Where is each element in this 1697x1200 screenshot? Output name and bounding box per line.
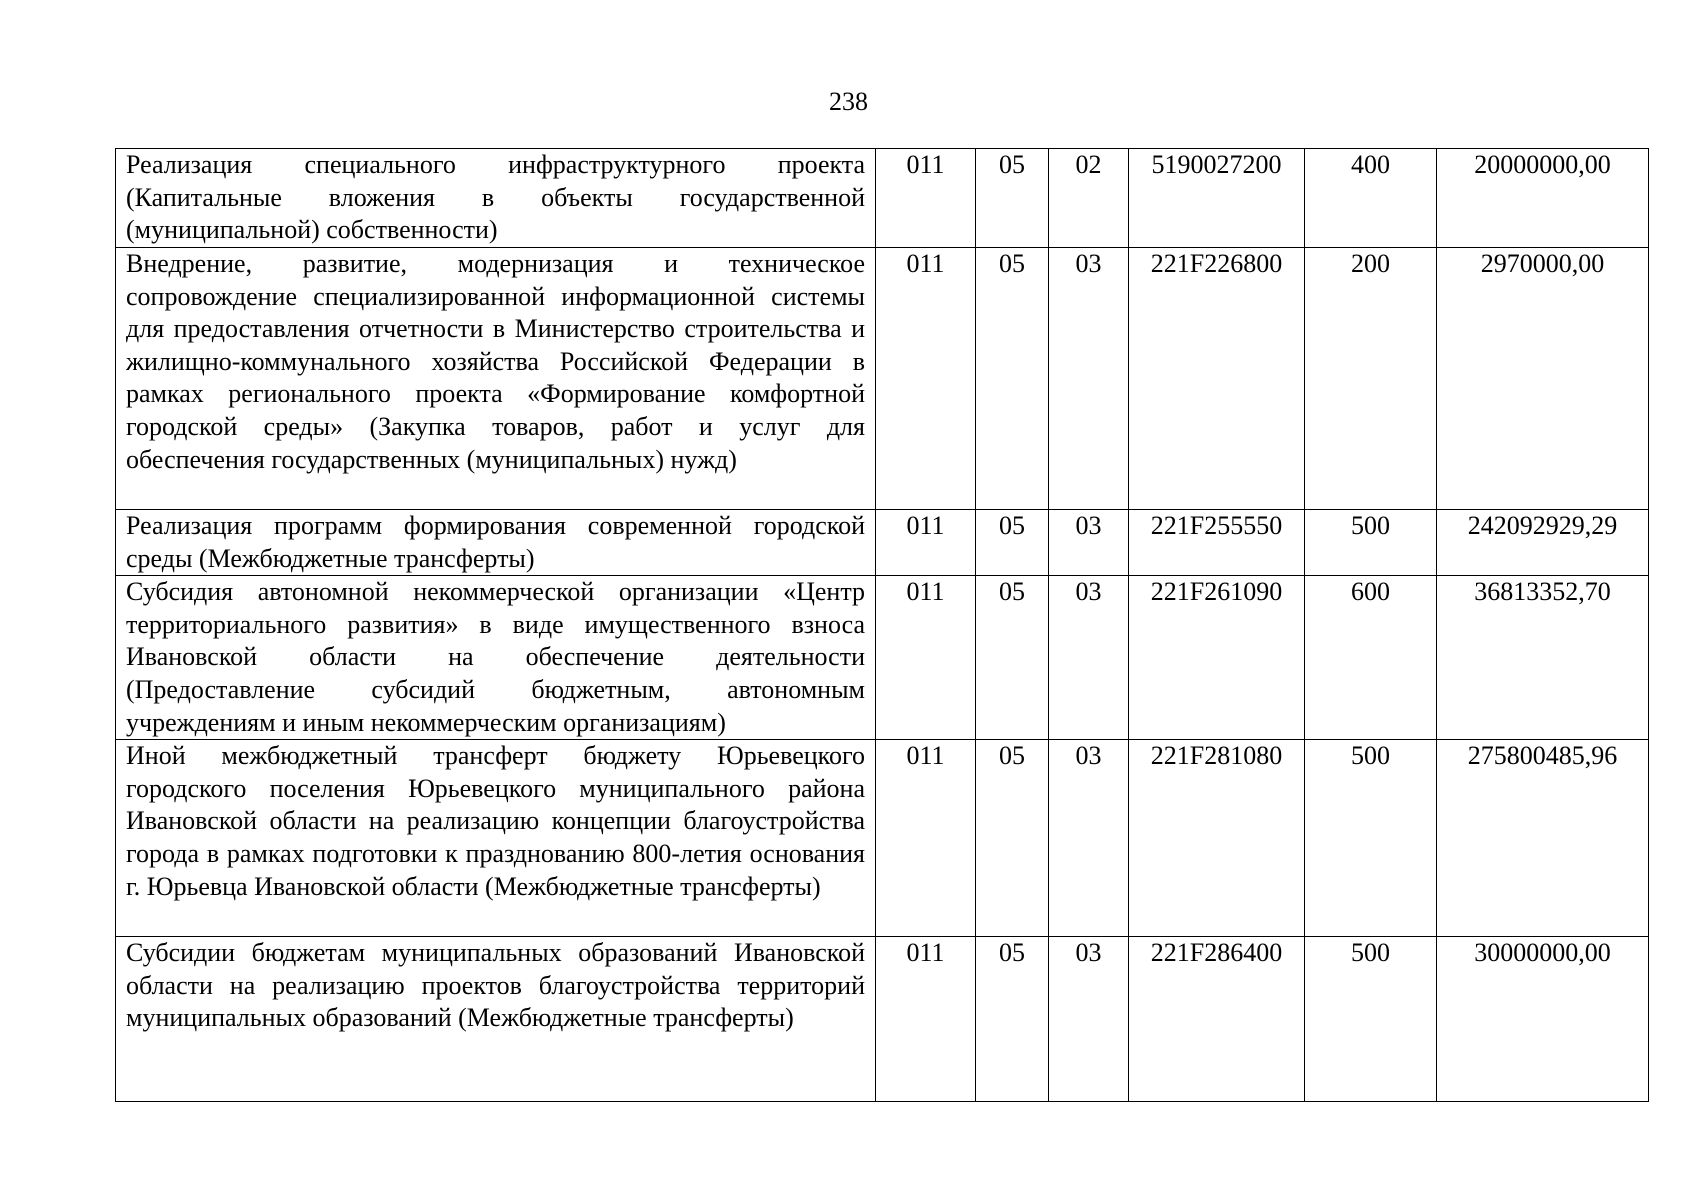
budget-table xyxy=(115,148,1649,1102)
row-description: Иной межбюджетный трансферт бюджету Юрьевецкого городского поселения Юрьевецкого муниципального района Ивановской области на реализацию концепции благоустройства города в рамках подготовки к празднованию 800-летия основания г. Юрьевца Ивановской области (Межбюджетные трансферты) xyxy=(116,740,876,937)
row-amount: 242092929,29 xyxy=(1437,510,1649,576)
row-section-code: 05 xyxy=(976,937,1049,1102)
row-expense-type: 400 xyxy=(1305,149,1437,248)
row-grbs-code: 011 xyxy=(876,248,976,510)
row-description: Реализация специального инфраструктурного проекта (Капитальные вложения в объекты государственной (муниципальной) собственности) xyxy=(116,149,876,248)
row-expense-type: 500 xyxy=(1305,510,1437,576)
row-amount: 36813352,70 xyxy=(1437,576,1649,740)
table-row xyxy=(116,740,1649,937)
row-target-article: 221F261090 xyxy=(1129,576,1305,740)
row-section-code: 05 xyxy=(976,248,1049,510)
row-amount: 20000000,00 xyxy=(1437,149,1649,248)
row-grbs-code: 011 xyxy=(876,937,976,1102)
row-subsection-code: 03 xyxy=(1049,510,1129,576)
table-row xyxy=(116,510,1649,576)
row-target-article: 221F255550 xyxy=(1129,510,1305,576)
row-section-code: 05 xyxy=(976,149,1049,248)
row-expense-type: 500 xyxy=(1305,740,1437,937)
row-section-code: 05 xyxy=(976,510,1049,576)
row-description: Субсидия автономной некоммерческой организации «Центр территориального развития» в виде имущественного взноса Ивановской области на обеспечение деятельности (Предоставление субсидий бюджетным, автономным учреждениям и иным некоммерческим организациям) xyxy=(116,576,876,740)
row-grbs-code: 011 xyxy=(876,576,976,740)
row-amount: 275800485,96 xyxy=(1437,740,1649,937)
row-description: Субсидии бюджетам муниципальных образований Ивановской области на реализацию проектов благоустройства территорий муниципальных образований (Межбюджетные трансферты) xyxy=(116,937,876,1102)
table-row xyxy=(116,937,1649,1102)
row-grbs-code: 011 xyxy=(876,149,976,248)
row-section-code: 05 xyxy=(976,576,1049,740)
row-subsection-code: 02 xyxy=(1049,149,1129,248)
row-description: Внедрение, развитие, модернизация и техническое сопровождение специализированной информационной системы для предоставления отчетности в Министерство строительства и жилищно-коммунального хозяйства Российской Федерации в рамках регионального проекта «Формирование комфортной городской среды» (Закупка товаров, работ и услуг для обеспечения государственных (муниципальных) нужд) xyxy=(116,248,876,510)
row-grbs-code: 011 xyxy=(876,740,976,937)
table-row xyxy=(116,149,1649,248)
row-section-code: 05 xyxy=(976,740,1049,937)
row-expense-type: 200 xyxy=(1305,248,1437,510)
row-subsection-code: 03 xyxy=(1049,248,1129,510)
row-target-article: 5190027200 xyxy=(1129,149,1305,248)
row-subsection-code: 03 xyxy=(1049,937,1129,1102)
row-expense-type: 600 xyxy=(1305,576,1437,740)
row-grbs-code: 011 xyxy=(876,510,976,576)
page-number: 238 xyxy=(829,87,868,116)
row-expense-type: 500 xyxy=(1305,937,1437,1102)
row-subsection-code: 03 xyxy=(1049,740,1129,937)
table-row xyxy=(116,576,1649,740)
row-amount: 30000000,00 xyxy=(1437,937,1649,1102)
row-amount: 2970000,00 xyxy=(1437,248,1649,510)
row-description: Реализация программ формирования современной городской среды (Межбюджетные трансферты) xyxy=(116,510,876,576)
row-target-article: 221F281080 xyxy=(1129,740,1305,937)
table-row xyxy=(116,248,1649,510)
row-target-article: 221F226800 xyxy=(1129,248,1305,510)
row-subsection-code: 03 xyxy=(1049,576,1129,740)
row-target-article: 221F286400 xyxy=(1129,937,1305,1102)
